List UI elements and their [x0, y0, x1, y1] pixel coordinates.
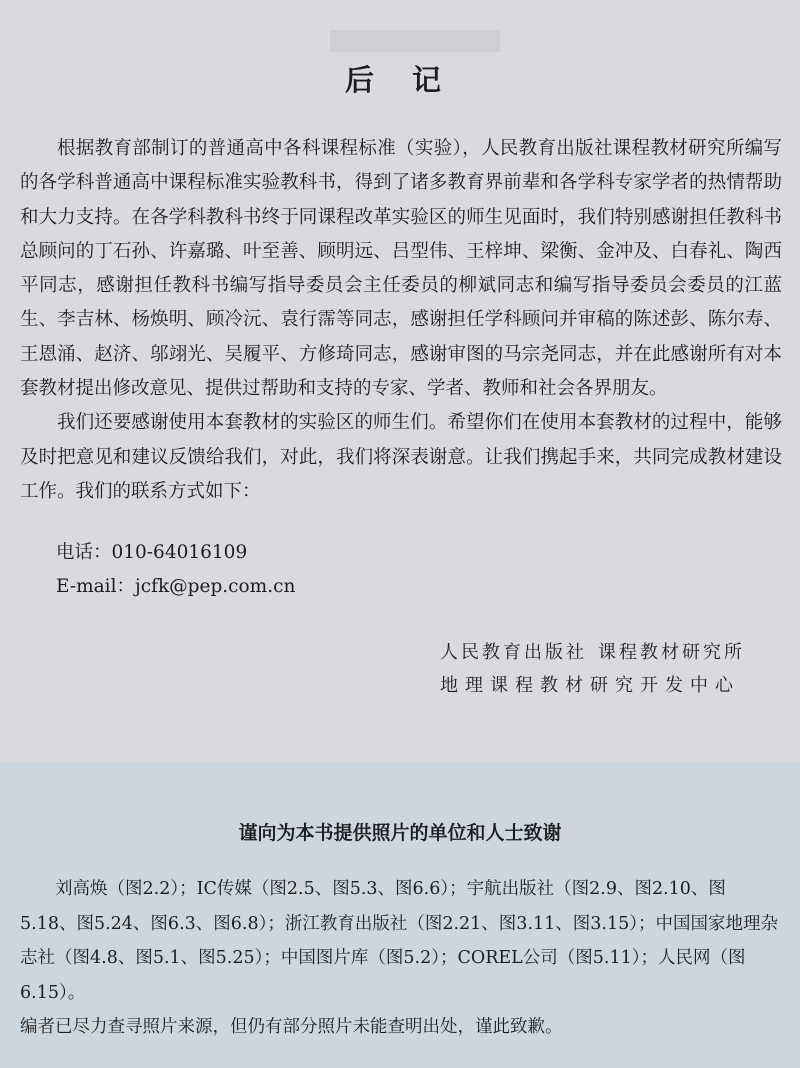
signature-publisher: 人民教育出版社 [440, 642, 587, 663]
afterword-body [20, 132, 782, 509]
photo-credits-body [20, 872, 782, 1045]
contact-phone: 电话：010-64016109 [56, 542, 248, 563]
page-title: 后 记 [344, 63, 456, 97]
photo-credits-title: 谨向为本书提供照片的单位和人士致谢 [238, 822, 562, 844]
signature-center: 地理课程教材研究开发中心 [440, 675, 740, 696]
photo-credits-list: 刘高焕（图2.2）；IC传媒（图2.5、图5.3、图6.6）；宇航出版社（图2.9、图2.10、图5.18、图5.24、图6.3、图6.8）；浙江教育出版社（图2.21、图3.11、图3.15）；中国国家地理杂志社（图4.8、图5.1、图5.25）；中国图片库（图5.2）；COREL公司（图5.11）；人民网（图6.15）。 [20, 879, 778, 1003]
signature-institute: 课程教材研究所 [598, 642, 745, 663]
afterword-paragraph-1: 根据教育部制订的普通高中各科课程标准（实验），人民教育出版社课程教材研究所编写的各学科普通高中课程标准实验教科书，得到了诸多教育界前辈和各学科专家学者的热情帮助和大力支持。在各学科教科书终于同课程改革实验区的师生见面时，我们特别感谢担任教科书总顾问的丁石孙、许嘉璐、叶至善、顾明远、吕型伟、王梓坤、梁衡、金冲及、白春礼、陶西平同志，感谢担任教科书编写指导委员会主任委员的柳斌同志和编写指导委员会委员的江蓝生、李吉林、杨焕明、顾冷沅、袁行霈等同志，感谢担任学科顾问并审稿的陈述彭、陈尔寿、王恩涌、赵济、邬翊光、吴履平、方修琦同志，感谢审图的马宗尧同志，并在此感谢所有对本套教材提出修改意见、提供过帮助和支持的专家、学者、教师和社会各界朋友。 [20, 138, 782, 400]
photo-credits-note: 编者已尽力查寻照片来源，但仍有部分照片未能查明出处，谨此致歉。 [20, 1017, 563, 1037]
faded-header-bar [330, 30, 500, 52]
afterword-paragraph-2: 我们还要感谢使用本套教材的实验区的师生们。希望你们在使用本套教材的过程中，能够及时把意见和建议反馈给我们，对此，我们将深表谢意。让我们携起手来，共同完成教材建设工作。我们的联系方式如下： [20, 412, 782, 502]
contact-email: E-mail：jcfk@pep.com.cn [56, 576, 296, 597]
